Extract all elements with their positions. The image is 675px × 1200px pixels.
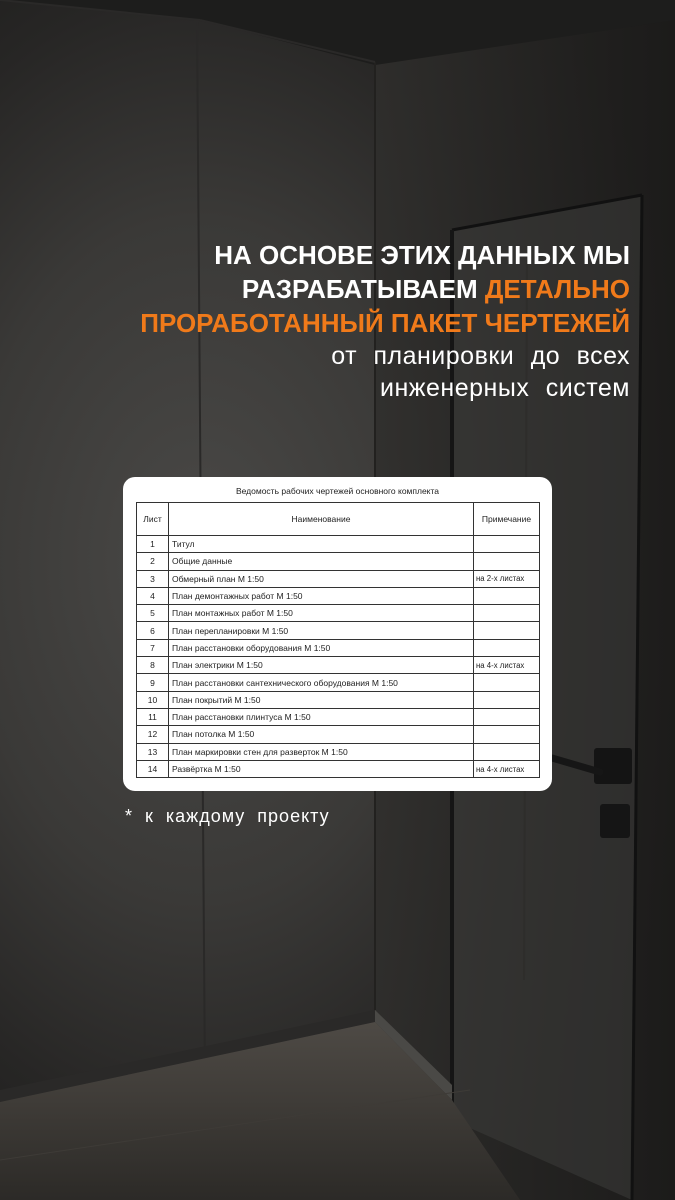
sheet-note [474,587,540,604]
table-row [137,726,540,743]
sheet-note [474,605,540,622]
subline-line-2: инженерных систем [380,374,630,402]
sheet-name: Общие данные [169,553,474,570]
sheet-number: 8 [137,657,169,674]
sheet-note [474,674,540,691]
sheet-number: 2 [137,553,169,570]
sheet-note [474,536,540,553]
drawing-list-table [136,502,540,778]
sheet-name: План расстановки плинтуса М 1:50 [169,708,474,725]
table-row [137,605,540,622]
sheet-note [474,708,540,725]
headline-line-3: ПРОРАБОТАННЫЙ ПАКЕТ ЧЕРТЕЖЕЙ [140,308,630,338]
sheet-number: 3 [137,570,169,587]
table-row [137,622,540,639]
headline-line-2-white: РАЗРАБАТЫВАЕМ [241,274,485,304]
sheet-note: на 4-х листах [474,760,540,777]
headline-line-2-orange: ДЕТАЛЬНО [484,274,630,304]
subline-line-1: от планировки до всех [331,342,630,370]
sheet-name: План демонтажных работ М 1:50 [169,587,474,604]
headline [70,238,630,340]
sheet-note [474,691,540,708]
column-header-name: Наименование [169,503,474,536]
table-row [137,587,540,604]
sheet-name: План маркировки стен для разверток М 1:50 [169,743,474,760]
column-header-sheet: Лист [137,503,169,536]
sheet-number: 1 [137,536,169,553]
subline [150,340,630,404]
headline-line-1: НА ОСНОВЕ ЭТИХ ДАННЫХ МЫ [214,240,630,270]
sheet-name: План расстановки оборудования М 1:50 [169,639,474,656]
sheet-name: План монтажных работ М 1:50 [169,605,474,622]
sheet-number: 4 [137,587,169,604]
sheet-note [474,622,540,639]
sheet-number: 7 [137,639,169,656]
table-header-row [137,503,540,536]
drawing-list-card [123,477,552,791]
sheet-note [474,726,540,743]
sheet-number: 11 [137,708,169,725]
sheet-note: на 4-х листах [474,657,540,674]
door-lock [600,804,630,838]
sheet-name: План покрытий М 1:50 [169,691,474,708]
sheet-number: 13 [137,743,169,760]
sheet-number: 14 [137,760,169,777]
table-row [137,708,540,725]
sheet-number: 12 [137,726,169,743]
sheet-note [474,553,540,570]
sheet-name: План потолка М 1:50 [169,726,474,743]
headline-line-2 [70,272,630,306]
column-header-note: Примечание [474,503,540,536]
sheet-name: План электрики М 1:50 [169,657,474,674]
sheet-name: План расстановки сантехнического оборудования М 1:50 [169,674,474,691]
table-row [137,743,540,760]
table-row [137,674,540,691]
sheet-number: 9 [137,674,169,691]
sheet-number: 10 [137,691,169,708]
sheet-note [474,743,540,760]
sheet-name: Титул [169,536,474,553]
sheet-number: 6 [137,622,169,639]
sheet-name: План перепланировки М 1:50 [169,622,474,639]
table-row [137,691,540,708]
table-row [137,570,540,587]
door-handle-plate [594,748,632,784]
sheet-number: 5 [137,605,169,622]
table-row [137,553,540,570]
table-row [137,536,540,553]
drawing-list-title: Ведомость рабочих чертежей основного комплекта [235,486,440,496]
table-row [137,657,540,674]
table-row [137,760,540,777]
sheet-note [474,639,540,656]
sheet-name: Обмерный план М 1:50 [169,570,474,587]
sheet-name: Развёртка М 1:50 [169,760,474,777]
sheet-note: на 2-х листах [474,570,540,587]
table-row [137,639,540,656]
footnote: * к каждому проекту [125,806,330,826]
